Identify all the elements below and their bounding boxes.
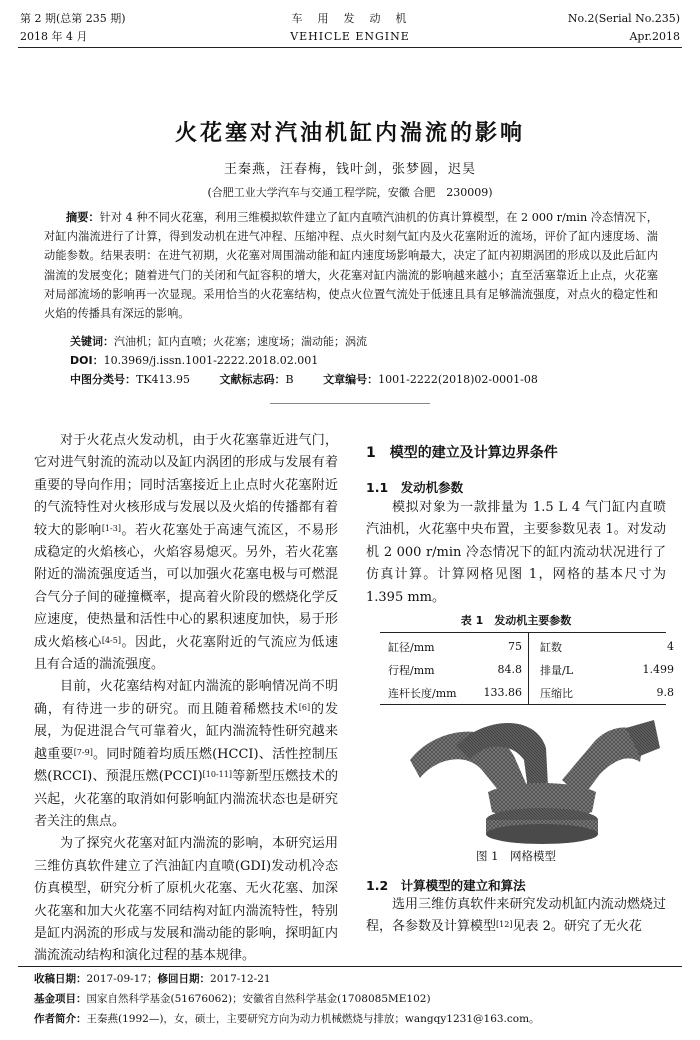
table-row (384, 635, 678, 658)
table-row (384, 658, 678, 681)
clc-number: TK413.95 (136, 373, 191, 386)
section-1-1-text: 模拟对象为一款排量为 1.5 L 4 气门缸内直喷汽油机，火花塞中央布置，主要参数见表 1。对发动机 2 000 r/min 冷态情况下的缸内流动状况进行了仿真计算。计算网格见图 1，网格的基本尺寸为 1.395 mm。 (366, 500, 666, 605)
header-rule (18, 47, 682, 48)
param-name-cell: 缸径/mm (388, 640, 435, 654)
mesh-model-figure (396, 708, 668, 848)
citation: [7-9] (73, 747, 93, 757)
param-value-cell: 84.8 (497, 663, 522, 676)
fund-project: 基金项目：国家自然科学基金(51676062)；安徽省自然科学基金(1708085ME102) (34, 993, 431, 1005)
param-value-cell: 9.8 (656, 686, 674, 699)
document-code: B (285, 373, 294, 386)
author-bio: 作者简介：王秦燕(1992—)，女，硕士，主要研究方向为动力机械燃烧与排放；wangqy1231@163.com。 (34, 1013, 540, 1025)
citation: [6] (298, 702, 311, 712)
param-value-cell: 75 (508, 640, 522, 653)
param-name-cell: 行程/mm (388, 663, 435, 677)
classification-line: 中图分类号：TK413.95 文献标志码：B 文章编号：1001-2222(2018)02-0001-08 (70, 373, 538, 386)
affiliation: (合肥工业大学汽车与交通工程学院，安徽 合肥 230009) (207, 186, 493, 199)
abstract-divider (270, 403, 430, 404)
table-top-rule (380, 632, 666, 633)
param-name-cell: 排量/L (540, 663, 574, 677)
citation: [1-3] (101, 523, 121, 533)
abstract-text: 针对 4 种不同火花塞，利用三维模拟软件建立了缸内直喷汽油机的仿真计算模型，在 2 000 r/min 冷态情况下，对缸内湍流进行了计算，得到发动机在进气冲程、压缩冲程、点火时刻气缸内及火花塞附近的流场，评价了缸内速度场、湍动能参数。结果表明：在进气初期，火花塞对周围湍动能和缸内速度场影响最大，决定了缸内初期涡团的形成以及此后缸内湍流的发展变化；随着进气门的关闭和气缸容积的增大，火花塞对缸内湍流的影响越来越小；直至活塞靠近上止点，火花塞对局部流场的影响再一次显现。采用恰当的火花塞结构，使点火位置气流处于低速且具有足够湍流强度，对点火的稳定性和火焰的传播具有深远的影响。 (44, 211, 658, 321)
cylinder-bottom (486, 824, 598, 844)
engine-params-table (384, 635, 678, 704)
abstract (44, 208, 658, 323)
param-value-cell: 1.499 (642, 663, 674, 676)
section-1-2-heading: 1.2 计算模型的建立和算法 (366, 878, 526, 893)
section-1-1-heading: 1.1 发动机参数 (366, 480, 464, 495)
citation: [4-5] (101, 635, 121, 645)
citation: [10-11] (202, 770, 232, 780)
intro-paragraph-1: 对于火花点火发动机，由于火花塞靠近进气门，它对进气射流的流动以及缸内涡团的形成与发展有着重要的导向作用；同时活塞接近上止点时火花塞附近的气流特性对火核形成与发展以及火焰的传播都有着较大的影响[1-3]。若火花塞处于高速气流区，不易形成稳定的火焰核心，火焰容易熄灭。另外，若火花塞附近的湍流强度适当，可以加强火花塞电极与可燃混合气分子间的碰撞概率，提高着火阶段的燃烧化学反应速度，使热量和活性中心的累积速度加快，易于形成火焰核心[4-5]。因此，火花塞附近的气流应为低速且有合适的湍流强度。 (34, 433, 338, 673)
param-name-cell: 连杆长度/mm (388, 686, 457, 700)
param-value-cell: 133.86 (483, 686, 522, 699)
keywords: 关键词：汽油机；缸内直喷；火花塞；速度场；湍动能；涡流 (70, 335, 367, 348)
received-dates: 收稿日期：2017-09-17；修回日期：2017-12-21 (34, 973, 271, 985)
author-list: 王秦燕，汪春梅，钱叶剑，张梦圆，迟昊 (223, 162, 476, 177)
date-en: Apr.2018 (629, 30, 680, 43)
journal-name-cn: 车 用 发 动 机 (291, 12, 409, 25)
doi: DOI：10.3969/j.issn.1001-2222.2018.02.001 (70, 354, 319, 367)
journal-name-en: VEHICLE ENGINE (290, 30, 410, 43)
paper-title: 火花塞对汽油机缸内湍流的影响 (174, 121, 525, 146)
article-number: 1001-2222(2018)02-0001-08 (378, 373, 538, 386)
table-row (384, 681, 678, 704)
section-1-2-text: 选用三维仿真软件来研究发动机缸内流动燃烧过程，各参数及计算模型[12]见表 2。研究了无火花 (366, 897, 666, 935)
param-name-cell: 缸数 (540, 640, 562, 654)
param-value-cell: 4 (667, 640, 674, 653)
issue-en: No.2(Serial No.235) (567, 12, 680, 25)
section-1-heading: 1 模型的建立及计算边界条件 (366, 445, 558, 461)
issue-cn: 第 2 期(总第 235 期) (20, 12, 126, 25)
table-1-caption: 表 1 发动机主要参数 (460, 614, 572, 627)
table-bottom-rule (380, 704, 666, 705)
left-column (34, 430, 338, 968)
abstract-label: 摘要： (66, 211, 100, 224)
param-name-cell: 压缩比 (540, 686, 573, 700)
figure-1-caption: 图 1 网格模型 (476, 849, 556, 863)
date-cn: 2018 年 4 月 (20, 30, 88, 43)
footer-rule (18, 966, 682, 967)
intro-paragraph-2: 目前，火花塞结构对缸内湍流的影响情况尚不明确，有待进一步的研究。而且随着稀燃技术[6]的发展，为促进混合气可靠着火，缸内湍流特性研究越来越重要[7-9]。同时随着均质压燃(HCCI)、活性控制压燃(RCCI)、预混压燃(PCCI)[10-11]等新型压燃技术的兴起，火花塞的取消如何影响缸内湍流状态也是研究者关注的焦点。 (34, 679, 338, 829)
citation: [12] (496, 920, 513, 930)
intro-paragraph-3: 为了探究火花塞对缸内湍流的影响，本研究运用三维仿真软件建立了汽油缸内直喷(GDI)发动机冷态仿真模型，研究分析了原机火花塞、无火花塞、加深火花塞和加大火花塞不同结构对缸内湍流特性，特别是缸内涡流的形成与发展和湍动能的影响，探明缸内湍流流动结构和演化过程的基本规律。 (34, 836, 338, 964)
